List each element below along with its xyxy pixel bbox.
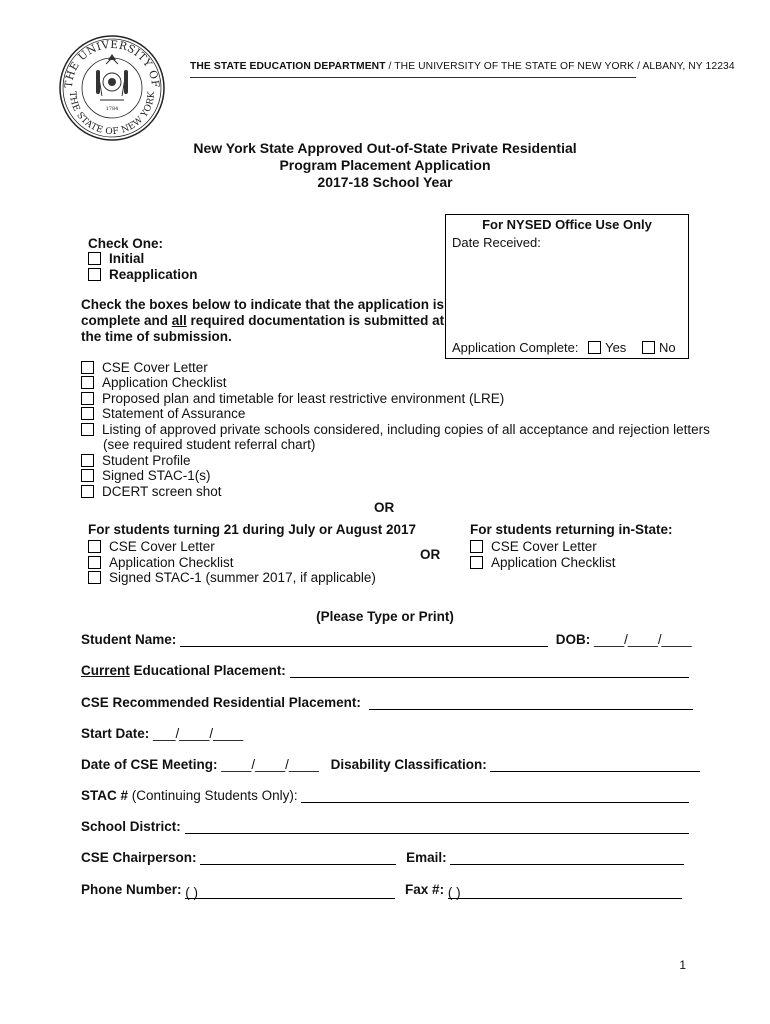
cse-recommended-field[interactable]: [369, 696, 693, 710]
title-line3: 2017-18 School Year: [317, 174, 453, 190]
header-separator: /: [385, 61, 395, 72]
returning-checkbox[interactable]: [470, 540, 483, 553]
seal-emblem-icon: [58, 34, 166, 142]
school-district-label: School District:: [81, 819, 181, 834]
school-district-field[interactable]: [185, 820, 689, 834]
returning-item[interactable]: Application Checklist: [470, 555, 616, 570]
type-or-print: (Please Type or Print): [316, 609, 454, 624]
phone-field[interactable]: ( ): [185, 885, 395, 899]
cse-meeting-row: [81, 757, 700, 772]
start-date-label: Start Date:: [81, 726, 150, 741]
state-seal: [58, 34, 166, 142]
phone-row: [81, 882, 682, 899]
school-district-row: [81, 819, 689, 834]
initial-checkbox[interactable]: [88, 252, 101, 265]
stac-field[interactable]: [301, 789, 689, 803]
page-number: 1: [679, 958, 686, 972]
checklist-checkbox[interactable]: [81, 376, 94, 389]
checklist-checkbox[interactable]: [81, 423, 94, 436]
yes-checkbox[interactable]: [588, 341, 601, 354]
initial-label: Initial: [109, 251, 145, 266]
checklist-checkbox[interactable]: [81, 469, 94, 482]
turning21-item[interactable]: Signed STAC-1 (summer 2017, if applicable): [88, 570, 376, 585]
cse-recommended-label: CSE Recommended Residential Placement:: [81, 695, 361, 710]
seal-bottom-text: THE STATE OF NEW YORK: [66, 90, 158, 138]
application-complete-row: [452, 340, 676, 355]
checklist-checkbox[interactable]: [81, 361, 94, 374]
reapplication-label: Reapplication: [109, 267, 198, 282]
chairperson-row: [81, 850, 684, 865]
reapplication-option[interactable]: [88, 267, 198, 282]
checklist-item[interactable]: Application Checklist: [81, 375, 227, 390]
reapplication-checkbox[interactable]: [88, 268, 101, 281]
office-use-title: For NYSED Office Use Only: [482, 217, 652, 232]
application-complete-label: Application Complete:: [452, 340, 579, 355]
email-field[interactable]: [450, 851, 684, 865]
checklist-checkbox[interactable]: [81, 407, 94, 420]
seal-top-text: THE UNIVERSITY OF: [62, 38, 162, 89]
current-placement-field[interactable]: [290, 664, 689, 678]
disability-label: Disability Classification:: [330, 757, 487, 772]
fax-label: Fax #:: [405, 882, 445, 897]
header-separator: /: [634, 61, 643, 72]
turning21-item[interactable]: CSE Cover Letter: [88, 539, 215, 554]
chairperson-field[interactable]: [200, 851, 396, 865]
current-placement-row: [81, 663, 689, 678]
current-placement-label: Current Educational Placement:: [81, 663, 286, 678]
or-middle: OR: [420, 547, 441, 562]
date-received-label: Date Received:: [452, 235, 541, 250]
seal-year: 1784: [105, 106, 119, 112]
student-name-field[interactable]: [180, 633, 548, 647]
returning-checkbox[interactable]: [470, 556, 483, 569]
checklist-item[interactable]: Statement of Assurance: [81, 406, 245, 421]
checklist-item[interactable]: Signed STAC-1(s): [81, 468, 211, 483]
student-name-label: Student Name:: [81, 632, 177, 647]
title-line2: Program Placement Application: [279, 157, 491, 173]
returning-item[interactable]: CSE Cover Letter: [470, 539, 597, 554]
turning21-checkbox[interactable]: [88, 556, 101, 569]
checklist-checkbox[interactable]: [81, 454, 94, 467]
fax-field[interactable]: ( ): [448, 885, 682, 899]
instructions-line3: the time of submission.: [81, 329, 232, 344]
office-use-box: [445, 214, 689, 359]
header-university: THE UNIVERSITY OF THE STATE OF NEW YORK: [394, 61, 635, 72]
returning-title: For students returning in-State:: [470, 522, 673, 537]
checklist-item[interactable]: Listing of approved private schools considered, including copies of all acceptance and rejection letters: [81, 422, 710, 437]
start-date-row: [81, 726, 243, 741]
dob-field[interactable]: ____/____/____: [594, 632, 692, 647]
cse-meeting-field[interactable]: ____/____/____: [221, 757, 319, 772]
checklist-note: (see required student referral chart): [103, 437, 316, 452]
no-label: No: [658, 340, 676, 355]
cse-recommended-row: [81, 695, 693, 710]
initial-option[interactable]: [88, 251, 144, 266]
start-date-field[interactable]: ___/____/____: [153, 726, 244, 741]
checklist-item[interactable]: CSE Cover Letter: [81, 360, 208, 375]
turning21-item[interactable]: Application Checklist: [88, 555, 234, 570]
cse-meeting-label: Date of CSE Meeting:: [81, 757, 218, 772]
stac-label: STAC # (Continuing Students Only):: [81, 788, 298, 803]
turning21-checkbox[interactable]: [88, 571, 101, 584]
no-checkbox[interactable]: [642, 341, 655, 354]
header-rule: [190, 77, 636, 78]
checklist-item[interactable]: Proposed plan and timetable for least restrictive environment (LRE): [81, 391, 504, 406]
instructions-line2: complete and all required documentation is submitted at: [81, 313, 445, 328]
disability-field[interactable]: [490, 758, 700, 772]
checklist-item[interactable]: Student Profile: [81, 453, 191, 468]
phone-label: Phone Number:: [81, 882, 182, 897]
turning21-title: For students turning 21 during July or August 2017: [88, 522, 417, 537]
chairperson-label: CSE Chairperson:: [81, 850, 197, 865]
email-label: Email:: [406, 850, 447, 865]
checklist-checkbox[interactable]: [81, 485, 94, 498]
checklist-checkbox[interactable]: [81, 392, 94, 405]
checklist-item[interactable]: DCERT screen shot: [81, 484, 222, 499]
header-address: ALBANY, NY 12234: [642, 61, 735, 72]
header-line: [190, 61, 735, 72]
title-line1: New York State Approved Out-of-State Private Residential: [193, 140, 577, 156]
instructions-line1: Check the boxes below to indicate that the application is: [81, 297, 445, 312]
turning21-checkbox[interactable]: [88, 540, 101, 553]
header-department: THE STATE EDUCATION DEPARTMENT: [190, 61, 386, 72]
check-one-label: Check One:: [88, 236, 164, 251]
student-name-row: [81, 632, 692, 647]
or-divider: OR: [374, 500, 395, 515]
yes-label: Yes: [605, 340, 627, 355]
dob-label: DOB:: [555, 632, 591, 647]
stac-row: [81, 788, 689, 803]
